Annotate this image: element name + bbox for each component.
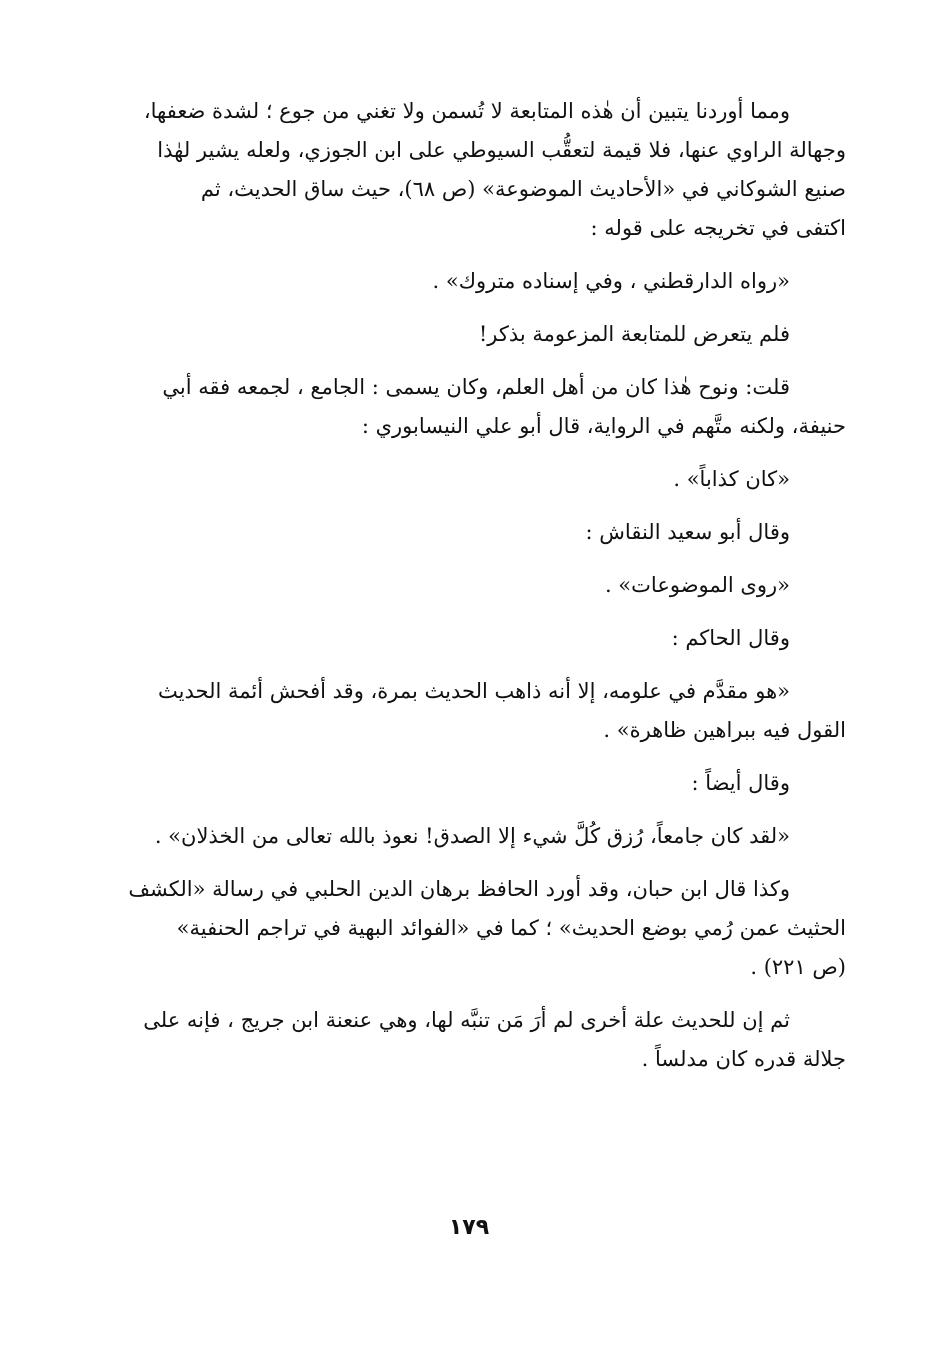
text-line: وكذا قال ابن حبان، وقد أورد الحافظ برهان الدين الحلبي في رسالة «الكشف	[128, 877, 790, 901]
text-line: وقال الحاكم :	[671, 626, 790, 650]
text-line: «روى الموضوعات» .	[604, 573, 790, 597]
paragraph-10	[120, 764, 846, 803]
text-line: «رواه الدارقطني ، وفي إسناده متروك» .	[432, 269, 790, 293]
paragraph-13	[120, 1001, 846, 1079]
text-line: ومما أوردنا يتبين أن هٰذه المتابعة لا تُسمن ولا تغني من جوع ؛ لشدة ضعفها،	[143, 99, 790, 123]
paragraph-5-quote	[120, 460, 846, 499]
paragraph-11-quote	[120, 817, 846, 856]
text-line: فلم يتعرض للمتابعة المزعومة بذكر!	[478, 322, 790, 346]
page-body	[120, 92, 846, 1093]
paragraph-2-quote	[120, 262, 846, 301]
page-number: ١٧٩	[448, 1215, 490, 1240]
paragraph-7-quote	[120, 566, 846, 605]
text-line: القول فيه ببراهين ظاهرة» .	[603, 718, 846, 742]
paragraph-9-quote	[120, 672, 846, 750]
text-line: حنيفة، ولكنه متَّهم في الرواية، قال أبو علي النيسابوري :	[361, 414, 846, 438]
text-line: «لقد كان جامعاً، رُزق كُلَّ شيء إلا الصدق! نعوذ بالله تعالى من الخذلان» .	[154, 824, 790, 848]
text-line: ثم إن للحديث علة أخرى لم أرَ مَن تنبَّه لها، وهي عنعنة ابن جريج ، فإنه على	[143, 1008, 790, 1032]
text-line: (ص ٢٢١) .	[750, 955, 846, 979]
paragraph-8	[120, 619, 846, 658]
paragraph-4	[120, 368, 846, 446]
paragraph-6	[120, 513, 846, 552]
text-line: وقال أبو سعيد النقاش :	[585, 520, 790, 544]
text-line: قلت: ونوح هٰذا كان من أهل العلم، وكان يسمى : الجامع ، لجمعه فقه أبي	[162, 375, 790, 399]
text-line: الحثيث عمن رُمي بوضع الحديث» ؛ كما في «الفوائد البهية في تراجم الحنفية»	[176, 916, 846, 940]
paragraph-12	[120, 870, 846, 987]
text-line: اكتفى في تخريجه على قوله :	[590, 216, 846, 240]
text-line: وجهالة الراوي عنها، فلا قيمة لتعقُّب السيوطي على ابن الجوزي، ولعله يشير لهٰذا	[157, 138, 846, 162]
paragraph-3	[120, 315, 846, 354]
text-line: صنيع الشوكاني في «الأحاديث الموضوعة» (ص ٦٨)، حيث ساق الحديث، ثم	[200, 177, 846, 201]
paragraph-1	[120, 92, 846, 248]
text-line: وقال أيضاً :	[691, 771, 790, 795]
text-line: «هو مقدَّم في علومه، إلا أنه ذاهب الحديث بمرة، وقد أفحش أئمة الحديث	[158, 679, 790, 703]
text-line: «كان كذاباً» .	[673, 467, 790, 491]
text-line: جلالة قدره كان مدلساً .	[641, 1047, 846, 1071]
